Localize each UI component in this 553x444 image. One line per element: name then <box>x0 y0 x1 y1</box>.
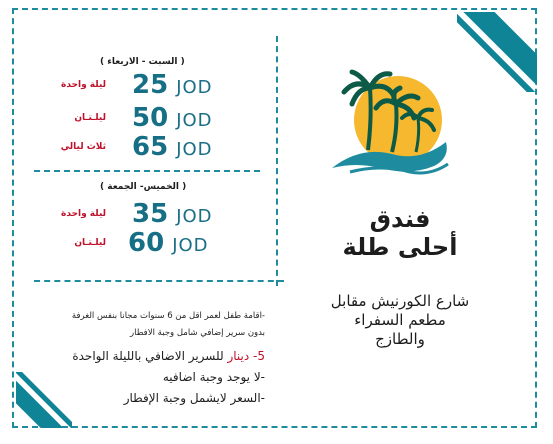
price-value-4: 35 <box>132 199 169 229</box>
currency-5: JOD <box>172 235 209 256</box>
hotel-name-line1: فندق <box>369 205 431 233</box>
price-row-4 <box>132 199 213 229</box>
currency-3: JOD <box>176 139 213 160</box>
price-row-5 <box>128 228 209 258</box>
hotel-name-line2: أحلى طلة <box>342 233 458 261</box>
note-child-policy-2: بدون سرير إضافي شامل وجبة الافطار <box>130 328 265 338</box>
separator-1 <box>34 170 260 172</box>
price-label-5: ليلـتـان <box>74 238 106 248</box>
price-label-2: ليلـتـان <box>74 113 106 123</box>
price-label-1: ليلة واحدة <box>61 80 106 90</box>
corner-decoration-bottom-left <box>16 372 72 428</box>
price-row-3 <box>132 132 213 162</box>
price-label-3: ثلاث ليالي <box>60 142 106 152</box>
weekdays-title: ( السبت - الاربعاء ) <box>100 57 185 67</box>
note-no-extra-meal: -لا يوجد وجبة اضافيه <box>162 370 265 384</box>
vertical-divider <box>276 36 279 286</box>
note-extra-bed <box>72 349 265 363</box>
currency-4: JOD <box>176 206 213 227</box>
corner-decoration-top-right <box>457 12 537 92</box>
beach-palm-logo <box>330 68 460 178</box>
extra-bed-price: 5- دينار <box>227 349 265 363</box>
weekend-title: ( الخميس- الجمعة ) <box>100 182 187 192</box>
extra-bed-text: للسرير الاضافي بالليلة الواحدة <box>72 349 228 363</box>
price-value-1: 25 <box>132 70 169 100</box>
price-value-2: 50 <box>132 103 169 133</box>
price-value-5: 60 <box>128 228 165 258</box>
address-line1: شارع الكورنيش مقابل <box>330 292 470 310</box>
price-row-1 <box>132 70 213 100</box>
price-row-2 <box>132 103 213 133</box>
note-child-policy: -اقامة طفل لعمر اقل من 6 سنوات مجانا بنفس الغرفة <box>71 311 265 321</box>
price-label-4: ليلة واحدة <box>61 209 106 219</box>
address-line2: مطعم السفراء <box>354 311 446 329</box>
note-no-breakfast: -السعر لايشمل وجبة الإفطار <box>123 391 265 405</box>
separator-2 <box>34 280 284 282</box>
price-value-3: 65 <box>132 132 169 162</box>
currency-1: JOD <box>176 77 213 98</box>
currency-2: JOD <box>176 110 213 131</box>
address-line3: والطازج <box>375 330 425 348</box>
